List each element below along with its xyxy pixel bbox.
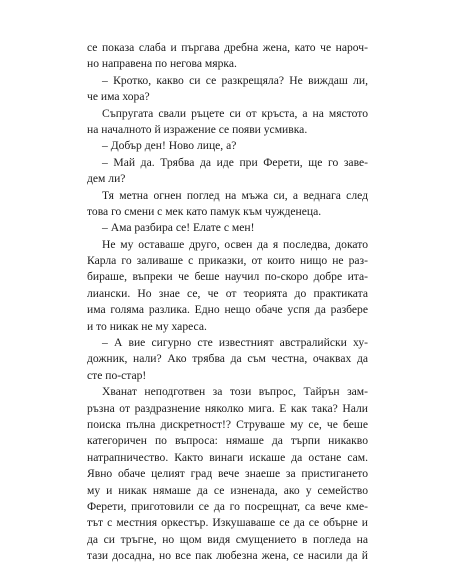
text-line: тази досадна, но все пак любезна жена, се насили да й: [87, 549, 368, 563]
text-line: сте по-стар!: [87, 368, 147, 382]
text-line: дожник, нали? Ако трябва да съм честна, очаквах да: [87, 352, 368, 366]
text-line: Не му оставаше друго, освен да я последва, докато: [102, 237, 368, 251]
text-line: – Май да. Трябва да иде при Ферети, ще го заве-: [102, 155, 368, 169]
text-line: Тя метна огнен поглед на мъжа си, а веднага след: [102, 188, 368, 202]
text-line: ръзна от раздразнение няколко мига. Е как така? Нали: [87, 401, 368, 415]
text-line: Явно обаче целият град вече знаеше за пристигането: [87, 467, 368, 481]
text-line: категоричен по въпроса: нямаше да търпи никакво: [87, 434, 368, 448]
text-line: натрапничество. Както винаги искаше да остане сам.: [87, 450, 368, 464]
text-line: тът с местния оркестър. Изкушаваше се да се обърне и: [87, 516, 368, 530]
text-line: – Кротко, какво си се разкрещяла? Не виждаш ли,: [102, 73, 368, 87]
text-line: – А вие сигурно сте известният австралийски ху-: [102, 336, 368, 350]
text-line: – Ама разбира се! Елате с мен!: [102, 221, 255, 235]
text-line: Ферети, приготовили се да го посрещнат, са вече кме-: [87, 499, 368, 513]
text-line: че има хора?: [87, 90, 150, 104]
text-line: му и никак нямаше да се изненада, ако у семейство: [87, 483, 368, 497]
text-line: Съпругата свали ръцете си от кръста, а на мястото: [102, 106, 368, 120]
body-text: [87, 40, 368, 565]
text-line: бираше, въпреки че беше научил по-скоро добре ита-: [87, 270, 368, 284]
text-line: това го смени с мек като памук към чужденеца.: [87, 204, 322, 218]
text-line: и то никак не му хареса.: [87, 319, 207, 333]
text-line: се показа слаба и пъргава дребна жена, като че нароч-: [87, 41, 368, 54]
text-line: на началното й изражение се появи усмивка.: [87, 122, 308, 136]
text-line: Карла го заливаше с приказки, от които нищо не раз-: [87, 254, 368, 268]
text-line: лиански. Но знае се, че от теорията до практиката: [87, 286, 368, 300]
text-line: – Добър ден! Ново лице, а?: [102, 139, 237, 153]
text-line: поиска пълна дискретност!? Струваше му се, че беше: [87, 417, 368, 431]
text-line: но направена по негова мярка.: [87, 57, 237, 71]
text-line: Хванат неподготвен за този въпрос, Тайрън зам-: [102, 385, 368, 399]
text-line: дем ли?: [87, 172, 126, 186]
text-line: да си тръгне, но щом видя смущението в погледа на: [87, 532, 368, 546]
text-line: има голяма разлика. Едно нещо обаче успя да разбере: [87, 303, 368, 317]
